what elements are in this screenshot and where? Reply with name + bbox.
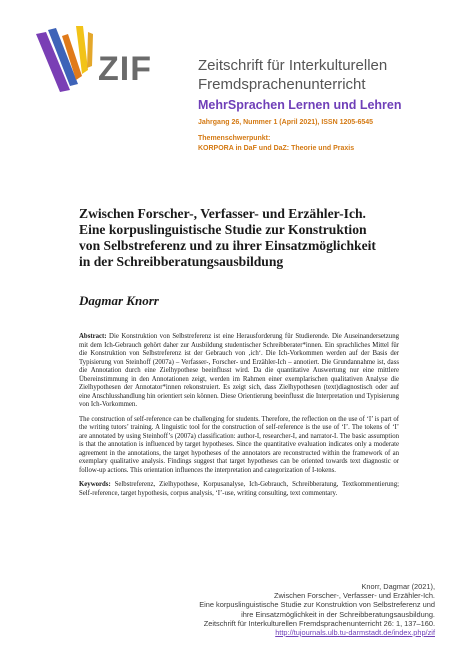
abstract-label: Abstract:	[79, 333, 107, 340]
journal-title-line-2: Fremdsprachenunterricht	[198, 76, 366, 93]
abstract-english: The construction of self-reference can be challenging for students. Therefore, the reflection on the use of ‘I’ is part of the writing tutors’ training. A linguistic tool for the construction of self-reference is the use of ‘I’. The tokens of ‘I’ are annotated by using Steinhoff’s (2007a) classification: author-I, researcher-I, and narrator-I. The basic assumption is that the annotation is influenced by target hypotheses. Since the quantitative evaluation indicates only a moderate agreement in the annotations, the target hypotheses of the annotators are reconstructed within the framework of an exemplary qualitative analysis. Findings suggest that target hypotheses can be oriented towards text diagnostic or follow-up actions. This orientation influences the interpretation and categorization of I-tokens.	[79, 415, 399, 474]
zif-logo	[36, 24, 186, 94]
theme-text: KORPORA in DaF und DaZ: Theorie und Praxis	[198, 145, 355, 152]
citation-block	[105, 582, 435, 637]
journal-title-line-1: Zeitschrift für Interkulturellen	[198, 57, 388, 74]
abstract-section	[79, 333, 399, 504]
author-name: Dagmar Knorr	[79, 293, 159, 308]
journal-subtitle: MehrSprachen Lernen und Lehren	[198, 98, 402, 112]
theme-info	[198, 134, 354, 154]
keywords-label: Keywords:	[79, 481, 111, 488]
citation-line: Eine korpuslinguistische Studie zur Konstruktion von Selbstreferenz und	[199, 600, 435, 610]
journal-title	[198, 56, 387, 94]
title-line: Zwischen Forscher-, Verfasser- und Erzähler-Ich.	[79, 206, 366, 221]
citation-line: Zwischen Forscher-, Verfasser- und Erzähler-Ich.	[273, 591, 435, 601]
article-title	[79, 206, 419, 270]
journal-url-link[interactable]: http://tujournals.ulb.tu-darmstadt.de/index.php/zif	[275, 628, 435, 638]
logo-text: ZIF	[98, 50, 152, 88]
keywords-text: Selbstreferenz, Zielhypothese, Korpusanalyse, Ich-Gebrauch, Schreibberatung, Textkommentierung; Self-reference, target hypothesis, corpus analysis, ‘I’-use, writing consulting, text commentary.	[79, 481, 399, 497]
theme-label: Themenschwerpunkt:	[198, 135, 271, 142]
abstract-german	[79, 333, 399, 410]
citation-line: ihre Einsatzmöglichkeit in der Schreibberatungsausbildung.	[241, 609, 435, 619]
title-line: in der Schreibberatungsausbildung	[79, 254, 284, 269]
issue-info: Jahrgang 26, Nummer 1 (April 2021), ISSN 1205-6545	[198, 119, 374, 126]
title-line: Eine korpuslinguistische Studie zur Konstruktion	[79, 222, 367, 237]
title-line: von Selbstreferenz und zu ihrer Einsatzmöglichkeit	[79, 238, 376, 253]
keywords	[79, 481, 399, 498]
abstract-german-text: Die Konstruktion von Selbstreferenz ist eine Herausforderung für Studierende. Die Auseinandersetzung mit dem Ich-Gebrauch gehört daher zur Ausbildung studentischer Schreibberater*innen. Ein sprachliches Mittel für die Konstruktion von Selbstreferenz ist der Gebrauch von ‚ich‘. Die Ich-Vorkommen werden auf der Basis der Typisierung von Steinhoff (2007a) – Verfasser-, Forscher- und Erzähler-Ich – annotiert. Die Grundannahme ist, dass die Annotation durch eine Zielhypothese beeinflusst wird. Da die quantitative Auswertung nur eine mittlere Übereinstimmung in den Annotationen zeigt, werden im Rahmen einer exemplarischen qualitativen Analyse die Zielhypothesen der Annotator*innen rekonstruiert. Es zeigt sich, dass Zielhypothesen (text)diagnostisch oder auf eine Anschlusshandlung hin orientiert sein können. Diese Orientierung beeinflusst die Interpretation und Typisierung von Ich-Vorkommen.	[79, 333, 399, 408]
citation-line: Zeitschrift für Interkulturellen Fremdsprachenunterricht 26: 1, 137–160.	[203, 618, 435, 628]
citation-line: Knorr, Dagmar (2021),	[361, 582, 435, 591]
